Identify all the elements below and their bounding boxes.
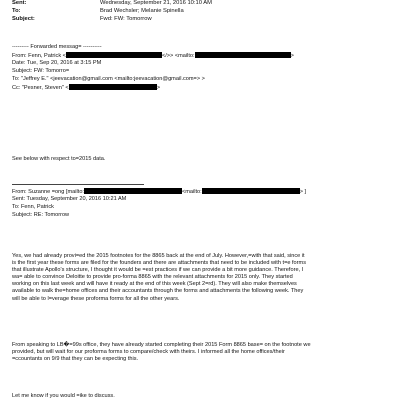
body-paragraph-3: Let me know if you would =ike to discuss. bbox=[12, 393, 115, 399]
body-line: is the first year these forms are filed for the founders and there are attachments that need to be included with t=e forms bbox=[12, 260, 306, 267]
original-from bbox=[12, 188, 306, 196]
redaction-block bbox=[195, 52, 291, 58]
divider-rule bbox=[12, 184, 144, 185]
redaction-block bbox=[69, 84, 157, 90]
original-from-prefix: From: Suzanne =ong [mailto: bbox=[12, 189, 84, 195]
redaction-block bbox=[202, 188, 300, 194]
body-line: working on this last week and will have it ready at the end of this week (Sept 2=rd). They will also make themselves bbox=[12, 281, 297, 288]
body-line: wa= able to convince Deloitte to provide pro-forma 8865 with the relevant attachments for 2015 only. They started bbox=[12, 274, 293, 281]
forwarded-from-prefix: From: Fenn, Patrick < bbox=[12, 53, 66, 59]
body-paragraph-1 bbox=[12, 253, 388, 303]
original-from-mid: <mailto: bbox=[181, 189, 202, 195]
redaction-block bbox=[84, 188, 182, 194]
forwarded-from-suffix: > bbox=[290, 53, 294, 59]
forwarded-subject: Subject: FW: Tomorro= bbox=[12, 68, 70, 74]
forwarded-from-mid: </>> <mailto: bbox=[161, 53, 195, 59]
body-line: From speaking to LB�=99s office, they have already started completing their 2015 Form 8865 base= on the footnote we bbox=[12, 342, 311, 348]
body-line: will be able to l=verage these proforma forms for all the other years. bbox=[12, 295, 180, 302]
subject-row bbox=[12, 16, 152, 23]
forwarded-from bbox=[12, 52, 294, 60]
body-line: available to walk the=home offices and their accountants through the forms and attachments the following week. They bbox=[12, 288, 304, 295]
forward-note: See below with respect to=2015 data. bbox=[12, 156, 106, 162]
sent-label: Sent: bbox=[12, 0, 27, 6]
forwarded-to: To: "Jeffrey E." <jeevacation@gmail.com <mailto:jeevacation@gmail.com=> > bbox=[12, 76, 205, 82]
body-line: that illustrate Apollo's structure, I thought it would be =est practices if we can provide a bit more guidance. Therefore, I bbox=[12, 267, 304, 274]
body-paragraph-2 bbox=[12, 342, 388, 363]
body-line: Yes, we had already provi=ed the 2015 footnotes for the 8865 back at the end of July. However,=with that said, since it bbox=[12, 253, 305, 259]
to-value: Brad Wechsler; Melanie Spinella bbox=[100, 8, 184, 14]
to-row bbox=[12, 8, 184, 15]
original-subject: Subject: RE: Tomorrow bbox=[12, 212, 70, 218]
forwarded-cc-suffix: > bbox=[156, 85, 160, 91]
original-to: To: Fenn, Patrick bbox=[12, 204, 54, 210]
to-label: To: bbox=[12, 8, 21, 14]
forwarded-date: Date: Tue, Sep 20, 2016 at 3:15 PM bbox=[12, 60, 102, 66]
original-from-suffix: > ] bbox=[299, 189, 307, 195]
redaction-block bbox=[66, 52, 162, 58]
forwarded-divider: --------- Forwarded messag= ---------- bbox=[12, 44, 102, 50]
sent-value: Wednesday, September 21, 2016 10:10 AM bbox=[100, 0, 212, 6]
body-line: =ccountants on 9/9 that they can be expecting this. bbox=[12, 356, 139, 363]
sent-row bbox=[12, 0, 212, 7]
body-line: provided, but will wait for our proforma forms to compare/check with theirs. I informed all the home offices/their bbox=[12, 349, 285, 356]
subject-value: Fwd: FW: Tomorrow bbox=[100, 16, 152, 22]
forwarded-cc-prefix: Cc: "Pesner, Steven" < bbox=[12, 85, 69, 91]
subject-label: Subject: bbox=[12, 16, 35, 22]
forwarded-cc bbox=[12, 84, 160, 92]
original-sent: Sent: Tuesday, September 20, 2016 10:21 AM bbox=[12, 196, 127, 202]
